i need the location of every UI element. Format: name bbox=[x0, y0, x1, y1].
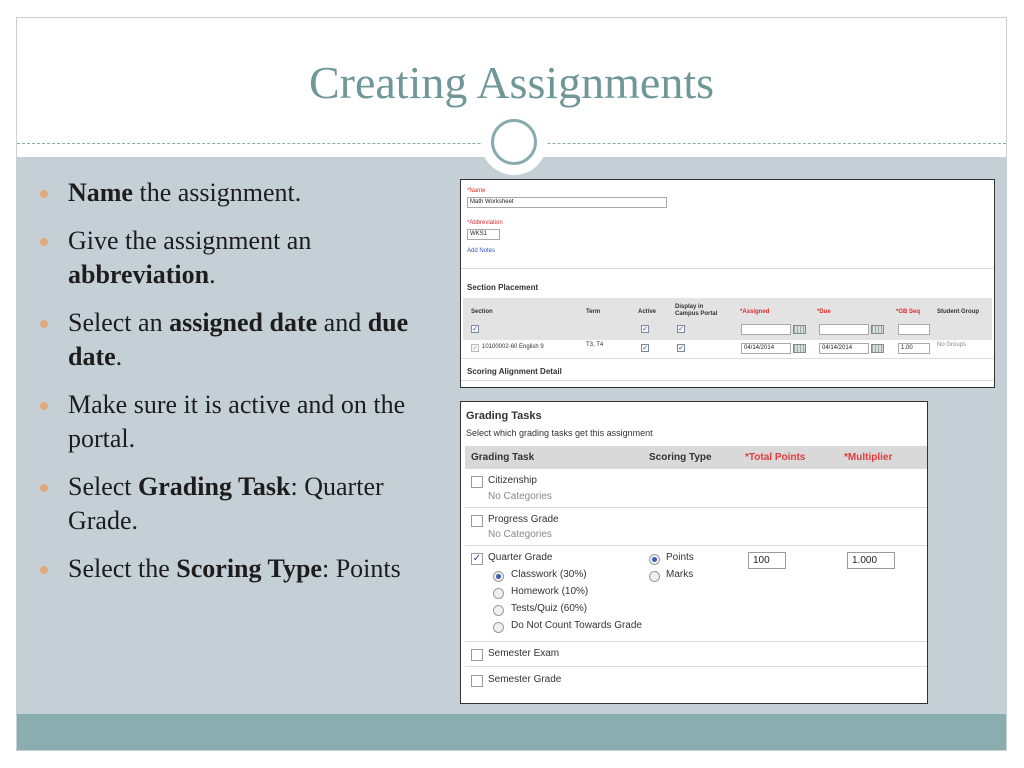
bullet-item bbox=[38, 470, 448, 538]
portal-checkbox[interactable]: ✓ bbox=[678, 345, 684, 352]
col-display-line1: Display in bbox=[675, 304, 704, 310]
col-assigned: *Assigned bbox=[740, 309, 770, 315]
bullet-item bbox=[38, 552, 448, 586]
progress-grade-label: Progress Grade bbox=[488, 514, 559, 525]
divider bbox=[465, 666, 927, 667]
total-points-input[interactable]: 100 bbox=[748, 552, 786, 569]
due-date-input[interactable]: 04/14/2014 bbox=[819, 343, 869, 354]
assigned-date-input[interactable]: 04/14/2014 bbox=[741, 343, 791, 354]
calendar-icon[interactable] bbox=[871, 325, 884, 334]
divider bbox=[461, 380, 994, 381]
col-multiplier: *Multiplier bbox=[844, 452, 893, 463]
quarter-grade-checkbox[interactable]: ✓ bbox=[472, 553, 482, 564]
circle-ornament-ring bbox=[491, 119, 537, 165]
scoring-points-radio[interactable] bbox=[649, 554, 660, 565]
slide-title: Creating Assignments bbox=[308, 57, 715, 108]
bullet-emphasis: Name bbox=[68, 178, 133, 207]
placement-header bbox=[463, 298, 992, 340]
category-radio[interactable] bbox=[493, 605, 504, 616]
scoring-points-label: Points bbox=[666, 552, 694, 563]
bullet-text: and bbox=[317, 308, 368, 337]
multiplier-input[interactable]: 1.000 bbox=[847, 552, 895, 569]
section-name: 10100002-60 English 9 bbox=[482, 344, 544, 350]
category-label: Tests/Quiz (60%) bbox=[511, 603, 588, 614]
student-group-value: No Groups bbox=[937, 342, 967, 348]
add-notes-link[interactable]: Add Notes bbox=[467, 248, 496, 254]
assignment-form-screenshot bbox=[460, 179, 995, 388]
semester-grade-checkbox[interactable] bbox=[471, 675, 483, 687]
col-active: Active bbox=[638, 309, 657, 315]
grading-tasks-screenshot bbox=[460, 401, 928, 704]
category-radio[interactable] bbox=[493, 588, 504, 599]
bullet-list bbox=[38, 176, 448, 600]
scoring-marks-radio[interactable] bbox=[649, 571, 660, 582]
bullet-text: Give the assignment an bbox=[68, 226, 312, 255]
section-term: T3, T4 bbox=[586, 342, 604, 348]
bullet-item bbox=[38, 224, 448, 292]
divider bbox=[461, 358, 994, 359]
bullet-item bbox=[38, 176, 448, 210]
divider bbox=[465, 507, 927, 508]
scoring-marks-label: Marks bbox=[666, 569, 694, 580]
col-display-line2: Campus Portal bbox=[675, 311, 718, 317]
bullet-text: Select the bbox=[68, 554, 177, 583]
section-placement-title: Section Placement bbox=[467, 283, 539, 292]
bullet-emphasis: Grading Task bbox=[138, 472, 291, 501]
divider bbox=[461, 268, 994, 269]
category-label: Homework (10%) bbox=[511, 586, 589, 597]
category-radio[interactable] bbox=[493, 571, 504, 582]
col-gb-seq: *GB Seq bbox=[896, 309, 921, 315]
select-all-checkbox[interactable]: ✓ bbox=[472, 326, 478, 333]
name-label: *Name bbox=[467, 188, 486, 194]
all-due-input[interactable] bbox=[819, 324, 869, 335]
category-label: Do Not Count Towards Grade bbox=[511, 620, 642, 631]
bullet-text: Select an bbox=[68, 308, 170, 337]
all-portal-checkbox[interactable]: ✓ bbox=[678, 326, 684, 333]
all-assigned-input[interactable] bbox=[741, 324, 791, 335]
col-total-points: *Total Points bbox=[745, 452, 806, 463]
citizenship-label: Citizenship bbox=[488, 475, 537, 486]
calendar-icon[interactable] bbox=[793, 344, 806, 353]
divider bbox=[465, 641, 927, 642]
bullet-text: Select bbox=[68, 472, 139, 501]
section-row-checkbox[interactable]: ✓ bbox=[472, 345, 478, 352]
bullet-emphasis: due date bbox=[68, 308, 409, 371]
bullet-text: the assignment. bbox=[132, 178, 302, 207]
category-radio[interactable] bbox=[493, 622, 504, 633]
name-input[interactable]: Math Worksheet bbox=[467, 197, 667, 208]
calendar-icon[interactable] bbox=[871, 344, 884, 353]
bullet-text: . bbox=[209, 260, 216, 289]
progress-grade-categories: No Categories bbox=[488, 529, 552, 540]
quarter-grade-label: Quarter Grade bbox=[488, 552, 553, 563]
bullet-item bbox=[38, 306, 448, 374]
bullet-text: . bbox=[115, 342, 123, 371]
col-term: Term bbox=[586, 309, 601, 315]
bullet-item bbox=[38, 388, 448, 456]
col-scoring-type: Scoring Type bbox=[649, 452, 712, 463]
bullet-emphasis: abbreviation bbox=[68, 260, 210, 289]
progress-grade-checkbox[interactable] bbox=[471, 515, 483, 527]
semester-exam-label: Semester Exam bbox=[488, 648, 560, 659]
category-label: Classwork (30%) bbox=[511, 569, 587, 580]
col-student-group: Student Group bbox=[937, 309, 979, 315]
all-active-checkbox[interactable]: ✓ bbox=[642, 326, 648, 333]
abbreviation-label: *Abbreviation bbox=[467, 220, 503, 226]
citizenship-checkbox[interactable] bbox=[471, 476, 483, 488]
divider bbox=[465, 545, 927, 546]
bullet-emphasis: Scoring Type bbox=[176, 554, 322, 583]
slide bbox=[16, 17, 1007, 751]
grading-tasks-title: Grading Tasks bbox=[466, 410, 542, 422]
calendar-icon[interactable] bbox=[793, 325, 806, 334]
abbreviation-input[interactable]: WKS1 bbox=[467, 229, 500, 240]
active-checkbox[interactable]: ✓ bbox=[642, 345, 648, 352]
bullet-emphasis: assigned date bbox=[169, 308, 318, 337]
citizenship-categories: No Categories bbox=[488, 491, 552, 502]
semester-exam-checkbox[interactable] bbox=[471, 649, 483, 661]
footer-band bbox=[17, 714, 1006, 750]
all-gb-seq-input[interactable] bbox=[898, 324, 930, 335]
scoring-alignment-title: Scoring Alignment Detail bbox=[467, 367, 562, 376]
grading-tasks-subtitle: Select which grading tasks get this assignment bbox=[466, 428, 653, 438]
grading-tasks-header bbox=[465, 446, 927, 469]
bullet-text: : Quarter Grade. bbox=[68, 472, 384, 535]
bullet-text: : Points bbox=[321, 554, 401, 583]
col-section: Section bbox=[471, 309, 493, 315]
semester-grade-label: Semester Grade bbox=[488, 674, 562, 685]
bullet-text: Make sure it is active and on the portal. bbox=[68, 390, 406, 453]
col-due: *Due bbox=[817, 309, 831, 315]
gb-seq-input[interactable]: 1.00 bbox=[898, 343, 930, 354]
col-grading-task: Grading Task bbox=[471, 452, 535, 463]
